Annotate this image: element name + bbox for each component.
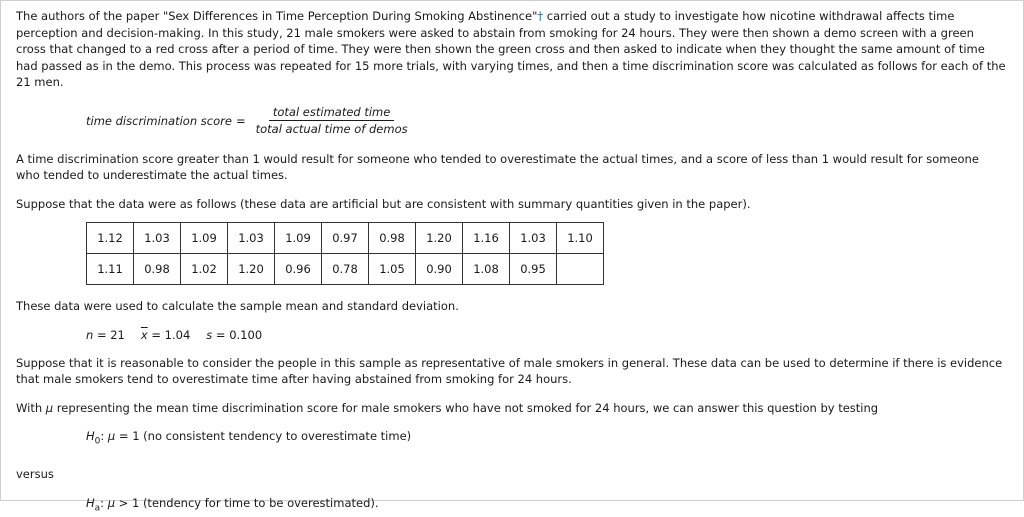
- suppose-data-paragraph: Suppose that the data were as follows (these data are artificial but are consistent with summary quantities given in the paper).: [16, 196, 751, 211]
- score-formula: [86, 103, 1006, 139]
- table-cell: 1.03: [228, 223, 275, 254]
- table-cell: 0.78: [322, 254, 369, 285]
- n-value: = 21: [96, 327, 125, 342]
- table-cell: 1.05: [369, 254, 416, 285]
- formula-equals: =: [235, 113, 246, 128]
- table-cell: 1.11: [87, 254, 134, 285]
- with-mu-prefix: With: [16, 400, 46, 415]
- null-hypothesis: [86, 428, 1006, 450]
- alternative-hypothesis: [86, 495, 1006, 517]
- intro-text-1: The authors of the paper "Sex Differences in Time Perception During Smoking Abstinence": [16, 9, 538, 23]
- table-cell: 0.90: [416, 254, 463, 285]
- h0-H: H: [86, 429, 95, 443]
- table-row: [87, 223, 604, 254]
- versus-label: versus: [16, 466, 54, 481]
- table-cell: 0.95: [510, 254, 557, 285]
- stats-intro-paragraph: These data were used to calculate the sample mean and standard deviation.: [16, 299, 459, 313]
- table-cell: 1.09: [181, 223, 228, 254]
- summary-stats: [86, 328, 1006, 342]
- footnote-dagger-link[interactable]: †: [537, 9, 544, 23]
- table-cell: 1.10: [557, 223, 604, 254]
- n-label: n: [86, 327, 94, 342]
- table-cell: 0.98: [369, 223, 416, 254]
- ha-colon: :: [100, 496, 108, 511]
- intro-paragraph: [16, 8, 1006, 91]
- table-row: [87, 254, 604, 285]
- mu-symbol: μ: [45, 400, 54, 415]
- table-cell: 1.20: [416, 223, 463, 254]
- table-cell: 1.03: [510, 223, 557, 254]
- table-cell: 0.98: [134, 254, 181, 285]
- h0-colon: :: [100, 429, 108, 443]
- table-cell: 1.16: [463, 223, 510, 254]
- table-cell: 1.09: [275, 223, 322, 254]
- xbar-value: = 1.04: [151, 327, 191, 342]
- data-table: [86, 222, 604, 285]
- h0-sub: 0: [94, 436, 101, 447]
- table-cell: 1.12: [87, 223, 134, 254]
- ha-mu: μ: [107, 496, 116, 511]
- n-stat: [86, 328, 125, 342]
- s-value: = 0.100: [215, 327, 263, 342]
- xbar-label: $\overline{x}$: [140, 327, 148, 342]
- s-stat: [206, 328, 262, 342]
- ha-text: > 1 (tendency for time to be overestimated).: [115, 496, 379, 511]
- table-cell: 1.20: [228, 254, 275, 285]
- table-cell: 0.97: [322, 223, 369, 254]
- with-mu-paragraph: [16, 400, 1006, 417]
- intro-text-2: carried out a study to investigate how nicotine withdrawal affects time perception and decision-making. In this study, 21 male smokers were asked to abstain from smoking for 24 hours. They were then shown a demo screen with a green cross that changed to a red cross after a period of time. They were then shown the green cross and then asked to indicate when they thought the same amount of time had passed as in the demo. This process was repeated for 15 more trials, with varying times, and then a time discrimination score was calculated as follows for each of the 21 men.: [16, 9, 1006, 89]
- formula-numerator: total estimated time: [269, 105, 395, 121]
- ha-H: H: [86, 496, 95, 511]
- table-cell: 1.02: [181, 254, 228, 285]
- ha-sub: a: [94, 503, 101, 514]
- with-mu-rest: representing the mean time discrimination score for male smokers who have not smoked for 24 hours, we can answer this question by testing: [53, 400, 879, 415]
- table-cell: [557, 254, 604, 285]
- formula-denominator: total actual time of demos: [255, 122, 408, 136]
- table-cell: 1.03: [134, 223, 181, 254]
- problem-content: [16, 8, 1006, 517]
- h0-text: = 1 (no consistent tendency to overestimate time): [115, 429, 412, 443]
- representative-paragraph: Suppose that it is reasonable to consider the people in this sample as representative of male smokers in general. These data can be used to determine if there is evidence that male smokers tend to overestimate time after having abstained from smoking for 24 hours.: [16, 355, 1003, 386]
- h0-mu: μ: [107, 429, 116, 443]
- explanation-paragraph: A time discrimination score greater than 1 would result for someone who tended to overestimate the actual times, and a score of less than 1 would result for someone who tended to underestimate the actual times.: [16, 151, 979, 182]
- formula-fraction: [252, 105, 412, 136]
- xbar-stat: [141, 328, 190, 342]
- table-cell: 1.08: [463, 254, 510, 285]
- formula-lhs: time discrimination score: [86, 113, 232, 128]
- s-label: s: [206, 327, 213, 342]
- table-cell: 0.96: [275, 254, 322, 285]
